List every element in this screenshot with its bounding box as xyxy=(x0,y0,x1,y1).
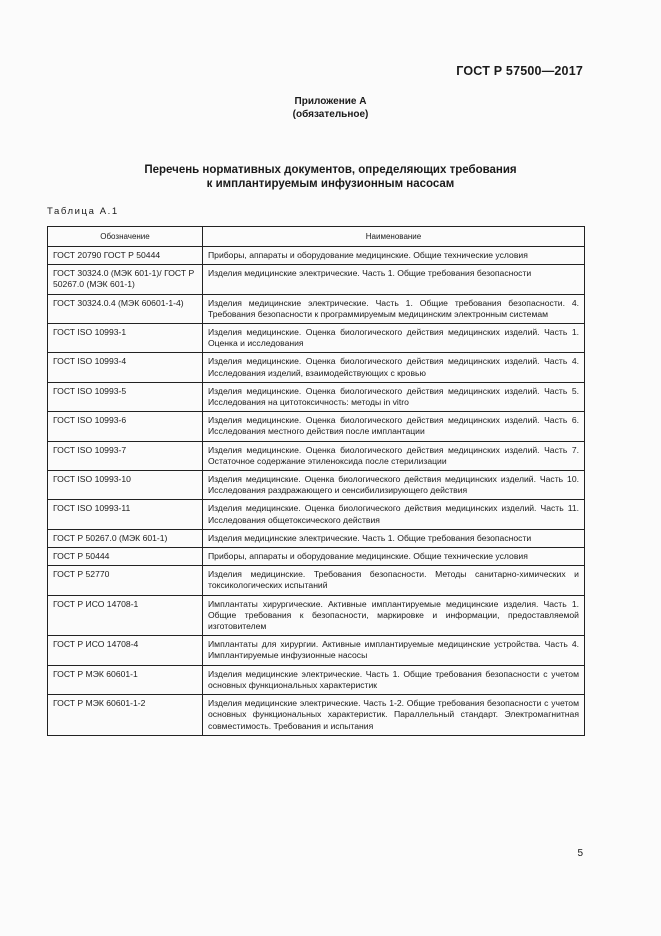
page-number: 5 xyxy=(577,848,583,859)
annex-heading xyxy=(0,95,661,121)
table-row xyxy=(48,324,585,353)
table-row xyxy=(48,566,585,595)
name-cell: Изделия медицинские. Требования безопасности. Методы санитарно-химических и токсикологических испытаний xyxy=(203,566,585,595)
designation-cell: ГОСТ Р ИСО 14708-1 xyxy=(48,595,203,636)
annex-title: Приложение А xyxy=(294,96,367,107)
name-cell: Изделия медицинские. Оценка биологического действия медицинских изделий. Часть 6. Исследования местного действия после имплантации xyxy=(203,412,585,441)
designation-cell: ГОСТ ISO 10993-11 xyxy=(48,500,203,529)
table-row xyxy=(48,471,585,500)
designation-cell: ГОСТ ISO 10993-4 xyxy=(48,353,203,382)
name-cell: Изделия медицинские. Оценка биологического действия медицинских изделий. Часть 10. Исследования раздражающего и сенсибилизирующего действия xyxy=(203,471,585,500)
document-title xyxy=(0,163,661,191)
column-header-designation: Обозначение xyxy=(48,227,203,247)
designation-cell: ГОСТ Р 50267.0 (МЭК 601-1) xyxy=(48,529,203,547)
table-row xyxy=(48,382,585,411)
name-cell: Изделия медицинские электрические. Часть 1-2. Общие требования безопасности с учетом основных функциональных характеристик. Параллельный стандарт. Электромагнитная совместимость. Требования и испытания xyxy=(203,695,585,736)
table-row xyxy=(48,695,585,736)
table-row xyxy=(48,441,585,470)
designation-cell: ГОСТ ISO 10993-1 xyxy=(48,324,203,353)
name-cell: Изделия медицинские электрические. Часть 1. Общие требования безопасности xyxy=(203,265,585,294)
name-cell: Изделия медицинские. Оценка биологического действия медицинских изделий. Часть 1. Оценка и исследования xyxy=(203,324,585,353)
table-body xyxy=(48,247,585,736)
table-row xyxy=(48,247,585,265)
designation-cell: ГОСТ Р ИСО 14708-4 xyxy=(48,636,203,665)
table-row xyxy=(48,353,585,382)
designation-cell: ГОСТ ISO 10993-6 xyxy=(48,412,203,441)
designation-cell: ГОСТ ISO 10993-7 xyxy=(48,441,203,470)
name-cell: Изделия медицинские электрические. Часть 1. Общие требования безопасности. 4. Требования безопасности к программируемым медицинским электронным системам xyxy=(203,294,585,323)
table-row xyxy=(48,595,585,636)
designation-cell: ГОСТ Р МЭК 60601-1-2 xyxy=(48,695,203,736)
designation-cell: ГОСТ 20790 ГОСТ Р 50444 xyxy=(48,247,203,265)
table-row xyxy=(48,500,585,529)
table-header-row xyxy=(48,227,585,247)
standard-code: ГОСТ Р 57500—2017 xyxy=(456,64,583,78)
name-cell: Изделия медицинские. Оценка биологического действия медицинских изделий. Часть 5. Исследования на цитотоксичность: методы in vitro xyxy=(203,382,585,411)
table-caption: Таблица А.1 xyxy=(47,206,119,217)
name-cell: Имплантаты хирургические. Активные имплантируемые медицинские изделия. Часть 1. Общие требования к безопасности, маркировке и информации, предоставляемой изготовителем xyxy=(203,595,585,636)
table-row xyxy=(48,529,585,547)
name-cell: Изделия медицинские. Оценка биологического действия медицинских изделий. Часть 7. Остаточное содержание этиленоксида после стерилизации xyxy=(203,441,585,470)
table-row xyxy=(48,548,585,566)
designation-cell: ГОСТ ISO 10993-10 xyxy=(48,471,203,500)
table-row xyxy=(48,665,585,694)
designation-cell: ГОСТ 30324.0 (МЭК 601-1)/ ГОСТ Р 50267.0 (МЭК 601-1) xyxy=(48,265,203,294)
document-title-line1: Перечень нормативных документов, определяющих требования xyxy=(144,164,517,176)
name-cell: Изделия медицинские. Оценка биологического действия медицинских изделий. Часть 11. Исследования общетоксического действия xyxy=(203,500,585,529)
designation-cell: ГОСТ Р 52770 xyxy=(48,566,203,595)
norms-table xyxy=(47,226,585,736)
table-row xyxy=(48,412,585,441)
name-cell: Изделия медицинские электрические. Часть 1. Общие требования безопасности с учетом основных функциональных характеристик xyxy=(203,665,585,694)
annex-type: (обязательное) xyxy=(292,109,369,120)
table-row xyxy=(48,265,585,294)
document-title-line2: к имплантируемым инфузионным насосам xyxy=(206,178,455,190)
designation-cell: ГОСТ Р МЭК 60601-1 xyxy=(48,665,203,694)
name-cell: Имплантаты для хирургии. Активные имплантируемые медицинские устройства. Часть 4. Имплантируемые инфузионные насосы xyxy=(203,636,585,665)
designation-cell: ГОСТ ISO 10993-5 xyxy=(48,382,203,411)
column-header-name: Наименование xyxy=(203,227,585,247)
table-row xyxy=(48,636,585,665)
designation-cell: ГОСТ Р 50444 xyxy=(48,548,203,566)
name-cell: Изделия медицинские электрические. Часть 1. Общие требования безопасности xyxy=(203,529,585,547)
designation-cell: ГОСТ 30324.0.4 (МЭК 60601-1-4) xyxy=(48,294,203,323)
name-cell: Приборы, аппараты и оборудование медицинские. Общие технические условия xyxy=(203,548,585,566)
table-row xyxy=(48,294,585,323)
name-cell: Изделия медицинские. Оценка биологического действия медицинских изделий. Часть 4. Исследования изделий, взаимодействующих с кровью xyxy=(203,353,585,382)
name-cell: Приборы, аппараты и оборудование медицинские. Общие технические условия xyxy=(203,247,585,265)
